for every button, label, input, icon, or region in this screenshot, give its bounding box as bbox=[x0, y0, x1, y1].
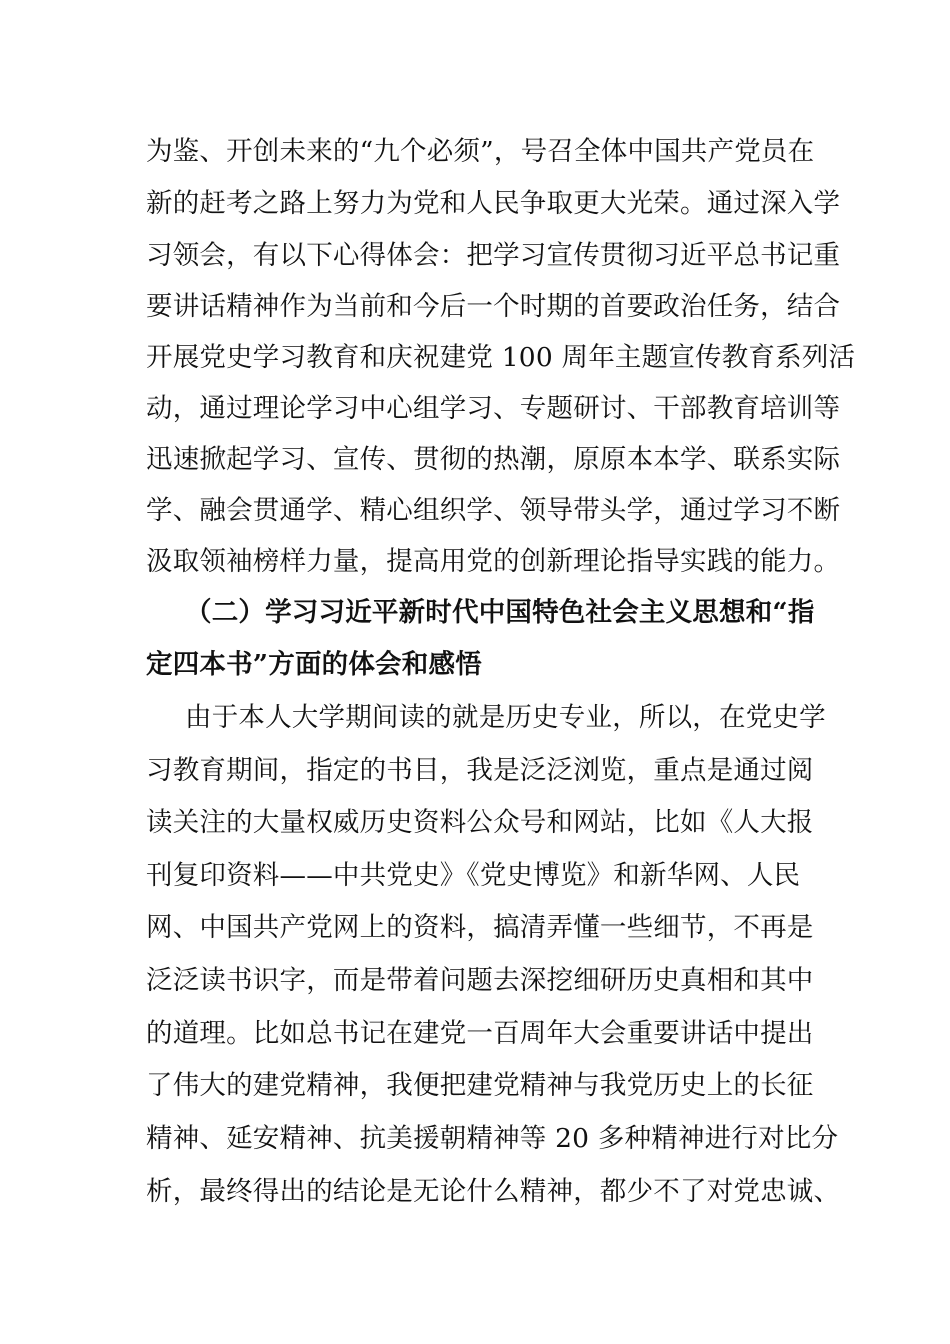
paragraph-2-line-8: 了伟大的建党精神，我便把建党精神与我党历史上的长征 bbox=[146, 1070, 814, 1101]
paragraph-2-line-9: 精神、延安精神、抗美援朝精神等 20 多种精神进行对比分 bbox=[146, 1123, 839, 1154]
paragraph-2-line-10: 析，最终得出的结论是无论什么精神，都少不了对党忠诚、 bbox=[146, 1176, 841, 1207]
section-heading-2-line-2: 定四本书”方面的体会和感悟 bbox=[146, 649, 482, 680]
paragraph-2-line-3: 读关注的大量权威历史资料公众号和网站，比如《人大报 bbox=[146, 807, 814, 838]
paragraph-1-line-4: 要讲话精神作为当前和今后一个时期的首要政治任务，结合 bbox=[146, 291, 841, 322]
paragraph-2-line-7: 的道理。比如总书记在建党一百周年大会重要讲话中提出 bbox=[146, 1018, 814, 1049]
paragraph-1-line-6: 动，通过理论学习中心组学习、专题研讨、干部教育培训等 bbox=[146, 393, 841, 424]
paragraph-1-line-8: 学、融会贯通学、精心组织学、领导带头学，通过学习不断 bbox=[146, 495, 841, 526]
section-heading-2-line-1: （二）学习习近平新时代中国特色社会主义思想和“指 bbox=[185, 597, 815, 628]
paragraph-1-line-9: 汲取领袖榜样力量，提高用党的创新理论指导实践的能力。 bbox=[146, 546, 841, 577]
paragraph-2-line-6: 泛泛读书识字，而是带着问题去深挖细研历史真相和其中 bbox=[146, 965, 814, 996]
paragraph-1-line-5: 开展党史学习教育和庆祝建党 100 周年主题宣传教育系列活 bbox=[146, 342, 856, 373]
paragraph-2-line-2: 习教育期间，指定的书目，我是泛泛浏览，重点是通过阅 bbox=[146, 755, 814, 786]
paragraph-1-line-3: 习领会，有以下心得体会：把学习宣传贯彻习近平总书记重 bbox=[146, 240, 841, 271]
paragraph-2-line-5: 网、中国共产党网上的资料，搞清弄懂一些细节，不再是 bbox=[146, 912, 814, 943]
paragraph-1-line-7: 迅速掀起学习、宣传、贯彻的热潮，原原本本学、联系实际 bbox=[146, 444, 841, 475]
paragraph-1-line-1: 为鉴、开创未来的“九个必须”，号召全体中国共产党员在 bbox=[146, 136, 815, 167]
paragraph-2-line-1: 由于本人大学期间读的就是历史专业，所以，在党史学 bbox=[185, 702, 826, 733]
paragraph-1-line-2: 新的赶考之路上努力为党和人民争取更大光荣。通过深入学 bbox=[146, 188, 841, 219]
paragraph-2-line-4: 刊复印资料——中共党史》《党史博览》和新华网、人民 bbox=[146, 860, 801, 891]
